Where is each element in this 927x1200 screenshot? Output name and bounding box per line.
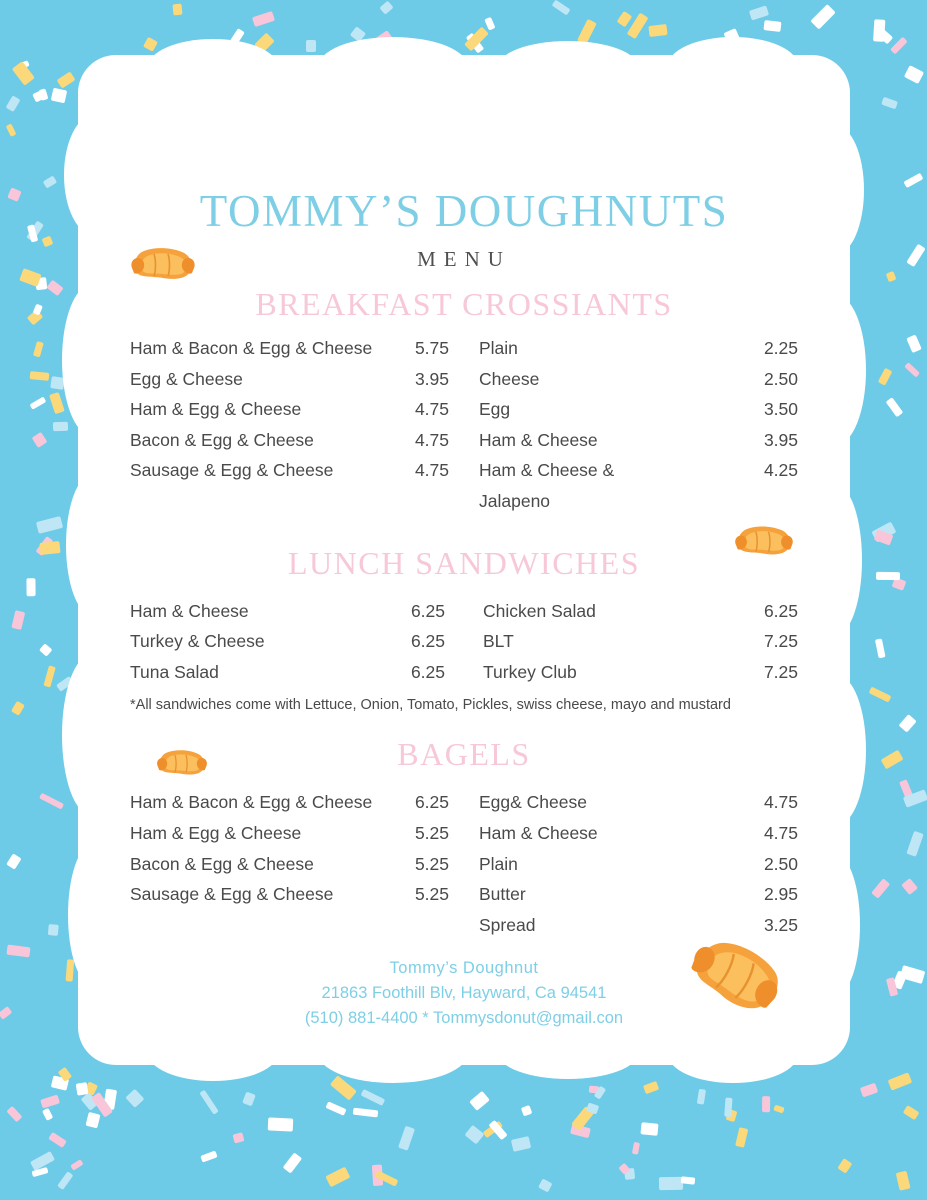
confetti-piece — [325, 1102, 346, 1117]
confetti-piece — [762, 1096, 770, 1112]
item-name: BLT — [483, 631, 514, 652]
confetti-piece — [643, 1081, 659, 1094]
confetti-piece — [632, 1141, 640, 1154]
item-price: 3.25 — [763, 914, 798, 935]
menu-item — [479, 394, 798, 425]
confetti-piece — [42, 1108, 53, 1121]
menu-subtitle: MENU — [417, 247, 511, 271]
confetti-piece — [681, 1176, 696, 1184]
confetti-piece — [810, 4, 835, 29]
confetti-piece — [641, 1122, 659, 1135]
item-name: Bacon & Egg & Cheese — [130, 853, 314, 874]
bagels-left-column — [130, 787, 457, 940]
confetti-piece — [838, 1159, 853, 1174]
item-name: Ham & Cheese & — [479, 460, 615, 481]
confetti-piece — [7, 853, 22, 869]
section-heading-lunch: LUNCH SANDWICHES — [288, 544, 640, 581]
item-price: 5.75 — [414, 338, 449, 358]
menu-item — [130, 818, 449, 849]
footer-address: 21863 Foothill Blv, Hayward, Ca 94541 — [321, 984, 607, 1003]
item-price: 6.25 — [410, 661, 445, 682]
confetti-piece — [5, 95, 20, 112]
item-price: 2.95 — [763, 884, 798, 905]
confetti-piece — [326, 1167, 351, 1188]
confetti-piece — [48, 1132, 67, 1148]
confetti-piece — [57, 72, 76, 89]
confetti-piece — [200, 1150, 218, 1163]
confetti-piece — [11, 701, 25, 715]
confetti-piece — [398, 1125, 415, 1150]
confetti-piece — [903, 1105, 920, 1120]
confetti-piece — [352, 1107, 377, 1117]
section-items-bagels — [78, 787, 850, 940]
confetti-piece — [551, 0, 570, 16]
item-price: 4.75 — [414, 399, 449, 420]
confetti-piece — [233, 1132, 245, 1143]
confetti-piece — [85, 1112, 100, 1129]
item-price: 6.25 — [410, 600, 445, 621]
lunch-left-column — [130, 596, 453, 688]
confetti-piece — [33, 304, 44, 316]
confetti-piece — [40, 541, 62, 555]
confetti-piece — [40, 1094, 60, 1108]
confetti-piece — [379, 1, 394, 15]
item-price: 4.75 — [414, 429, 449, 450]
item-name: Sausage & Egg & Cheese — [130, 460, 334, 481]
menu-item — [479, 333, 798, 364]
menu-item — [479, 787, 798, 818]
item-name: Bacon & Egg & Cheese — [130, 429, 314, 450]
item-name: Ham & Bacon & Egg & Cheese — [130, 792, 373, 813]
menu-item — [130, 879, 449, 910]
confetti-piece — [906, 335, 922, 354]
confetti-piece — [29, 396, 46, 410]
item-name: Egg — [479, 399, 511, 420]
item-price: 6.25 — [410, 631, 445, 652]
confetti-piece — [521, 1105, 533, 1116]
item-price: 5.25 — [414, 853, 449, 874]
footer-business-name: Tommy’s Doughnut — [389, 959, 539, 978]
item-price: 2.50 — [763, 853, 798, 874]
confetti-piece — [173, 3, 183, 15]
item-name: Spread — [479, 914, 536, 935]
confetti-piece — [904, 65, 924, 84]
confetti-piece — [875, 639, 885, 659]
confetti-piece — [616, 11, 632, 28]
item-name: Ham & Egg & Cheese — [130, 822, 302, 843]
confetti-piece — [39, 643, 52, 656]
confetti-piece — [878, 368, 892, 385]
section-heading-breakfast: BREAKFAST CROSSIANTS — [255, 286, 673, 322]
item-price: 5.25 — [414, 822, 449, 843]
item-price: 6.25 — [763, 600, 798, 621]
menu-item — [130, 425, 449, 456]
confetti-piece — [901, 877, 918, 894]
item-name: Plain — [479, 853, 518, 874]
menu-item — [130, 787, 449, 818]
confetti-piece — [470, 1091, 491, 1111]
item-price: 4.75 — [414, 460, 449, 481]
confetti-piece — [774, 1105, 785, 1114]
item-price: 3.95 — [414, 368, 449, 389]
confetti-piece — [49, 392, 65, 414]
menu-item — [130, 394, 449, 425]
menu-item — [479, 425, 798, 456]
item-name: Cheese — [479, 368, 540, 389]
breakfast-left-column — [130, 333, 457, 517]
croissant-icon-breakfast — [130, 242, 196, 284]
item-price: 4.25 — [763, 460, 798, 481]
menu-item — [130, 333, 449, 364]
item-price: 7.25 — [763, 631, 798, 652]
menu-item — [130, 596, 445, 627]
item-price: 4.75 — [763, 822, 798, 843]
menu-card — [78, 55, 850, 1065]
confetti-piece — [903, 173, 923, 188]
section-items-breakfast — [78, 333, 850, 517]
croissant-icon-bagels — [156, 745, 208, 779]
confetti-piece — [7, 945, 31, 958]
menu-item — [130, 455, 449, 486]
confetti-piece — [877, 28, 894, 44]
item-price: 3.95 — [763, 429, 798, 450]
confetti-piece — [907, 831, 924, 857]
item-name: Chicken Salad — [483, 600, 596, 621]
confetti-piece — [30, 371, 50, 380]
item-name: Sausage & Egg & Cheese — [130, 884, 334, 905]
confetti-piece — [871, 878, 890, 898]
menu-item — [479, 455, 798, 486]
item-name: Turkey Club — [483, 661, 577, 682]
menu-item — [479, 849, 798, 880]
item-price: 6.25 — [414, 792, 449, 813]
confetti-piece — [659, 1177, 683, 1190]
item-name: Ham & Egg & Cheese — [130, 399, 302, 420]
bagels-right-column — [457, 787, 798, 940]
confetti-piece — [39, 793, 64, 810]
confetti-piece — [199, 1090, 218, 1115]
item-name: Plain — [479, 338, 518, 358]
item-name: Ham & Cheese — [479, 429, 598, 450]
breakfast-right-column — [457, 333, 798, 517]
menu-item — [130, 657, 445, 688]
confetti-piece — [268, 1118, 293, 1132]
item-name: Ham & Bacon & Egg & Cheese — [130, 338, 373, 358]
confetti-piece — [361, 1089, 385, 1106]
menu-item — [130, 626, 445, 657]
confetti-piece — [252, 11, 275, 27]
confetti-piece — [860, 1083, 879, 1098]
item-price: 4.75 — [763, 792, 798, 813]
confetti-piece — [31, 432, 46, 448]
confetti-piece — [885, 271, 896, 282]
menu-item — [483, 657, 798, 688]
confetti-piece — [43, 176, 58, 189]
confetti-piece — [904, 362, 920, 378]
confetti-piece — [6, 1105, 22, 1121]
confetti-piece — [887, 1072, 911, 1091]
lunch-note: *All sandwiches come with Lettuce, Onion, Tomato, Pickles, swiss cheese, mayo and mustard — [130, 697, 731, 714]
confetti-piece — [724, 1097, 732, 1116]
confetti-piece — [46, 279, 63, 296]
confetti-piece — [538, 1178, 552, 1192]
item-name-continuation: Jalapeno — [479, 490, 551, 511]
confetti-piece — [11, 610, 25, 630]
confetti-piece — [243, 1092, 257, 1107]
confetti-piece — [749, 5, 769, 20]
confetti-piece — [32, 342, 43, 358]
confetti-piece — [484, 17, 495, 30]
menu-item — [130, 849, 449, 880]
croissant-icon-footer — [688, 935, 783, 1015]
section-heading-bagels: BAGELS — [397, 736, 531, 773]
menu-item — [479, 364, 798, 395]
confetti-piece — [5, 123, 16, 136]
confetti-piece — [895, 1171, 910, 1191]
confetti-piece — [649, 24, 668, 37]
item-price: 5.25 — [414, 884, 449, 905]
confetti-piece — [283, 1152, 303, 1173]
menu-item — [479, 818, 798, 849]
item-price: 2.25 — [763, 338, 798, 358]
confetti-piece — [876, 572, 900, 580]
confetti-piece — [75, 1082, 88, 1095]
confetti-piece — [306, 40, 316, 52]
confetti-piece — [0, 1006, 13, 1020]
confetti-piece — [27, 578, 36, 596]
confetti-piece — [511, 1136, 531, 1151]
confetti-piece — [7, 187, 21, 201]
menu-item — [483, 626, 798, 657]
confetti-piece — [41, 235, 52, 247]
confetti-piece — [464, 1125, 483, 1144]
confetti-piece — [36, 516, 63, 533]
item-price: 3.50 — [763, 399, 798, 420]
menu-item — [130, 364, 449, 395]
confetti-piece — [868, 686, 891, 702]
confetti-piece — [70, 1159, 83, 1170]
confetti-piece — [44, 666, 56, 688]
confetti-piece — [57, 1171, 73, 1190]
item-name: Tuna Salad — [130, 661, 219, 682]
item-name: Ham & Cheese — [479, 822, 598, 843]
confetti-piece — [53, 422, 69, 431]
confetti-piece — [906, 244, 925, 267]
item-price: 7.25 — [763, 661, 798, 682]
menu-item — [479, 879, 798, 910]
footer-phone-email: (510) 881-4400 * Tommysdonut@gmail.con — [304, 1009, 624, 1028]
item-price: 2.50 — [763, 368, 798, 389]
item-name: Ham & Cheese — [130, 600, 249, 621]
confetti-piece — [126, 1089, 145, 1108]
lunch-right-column — [453, 596, 798, 688]
section-items-lunch — [78, 596, 850, 688]
item-name: Butter — [479, 884, 526, 905]
croissant-icon-lunch — [734, 520, 794, 560]
item-name: Egg& Cheese — [479, 792, 587, 813]
confetti-piece — [885, 397, 902, 417]
confetti-piece — [890, 37, 908, 55]
confetti-piece — [143, 37, 158, 52]
item-name: Turkey & Cheese — [130, 631, 265, 652]
confetti-piece — [899, 714, 917, 732]
confetti-piece — [51, 88, 67, 104]
item-name: Egg & Cheese — [130, 368, 243, 389]
confetti-piece — [735, 1127, 748, 1148]
confetti-piece — [764, 20, 782, 31]
menu-item — [483, 596, 798, 627]
confetti-piece — [47, 924, 58, 936]
confetti-piece — [330, 1076, 357, 1101]
confetti-piece — [881, 97, 898, 110]
confetti-piece — [697, 1089, 707, 1105]
page-title: TOMMY’S DOUGHNUTS — [199, 186, 729, 236]
confetti-piece — [880, 749, 903, 769]
confetti-piece — [12, 61, 35, 85]
